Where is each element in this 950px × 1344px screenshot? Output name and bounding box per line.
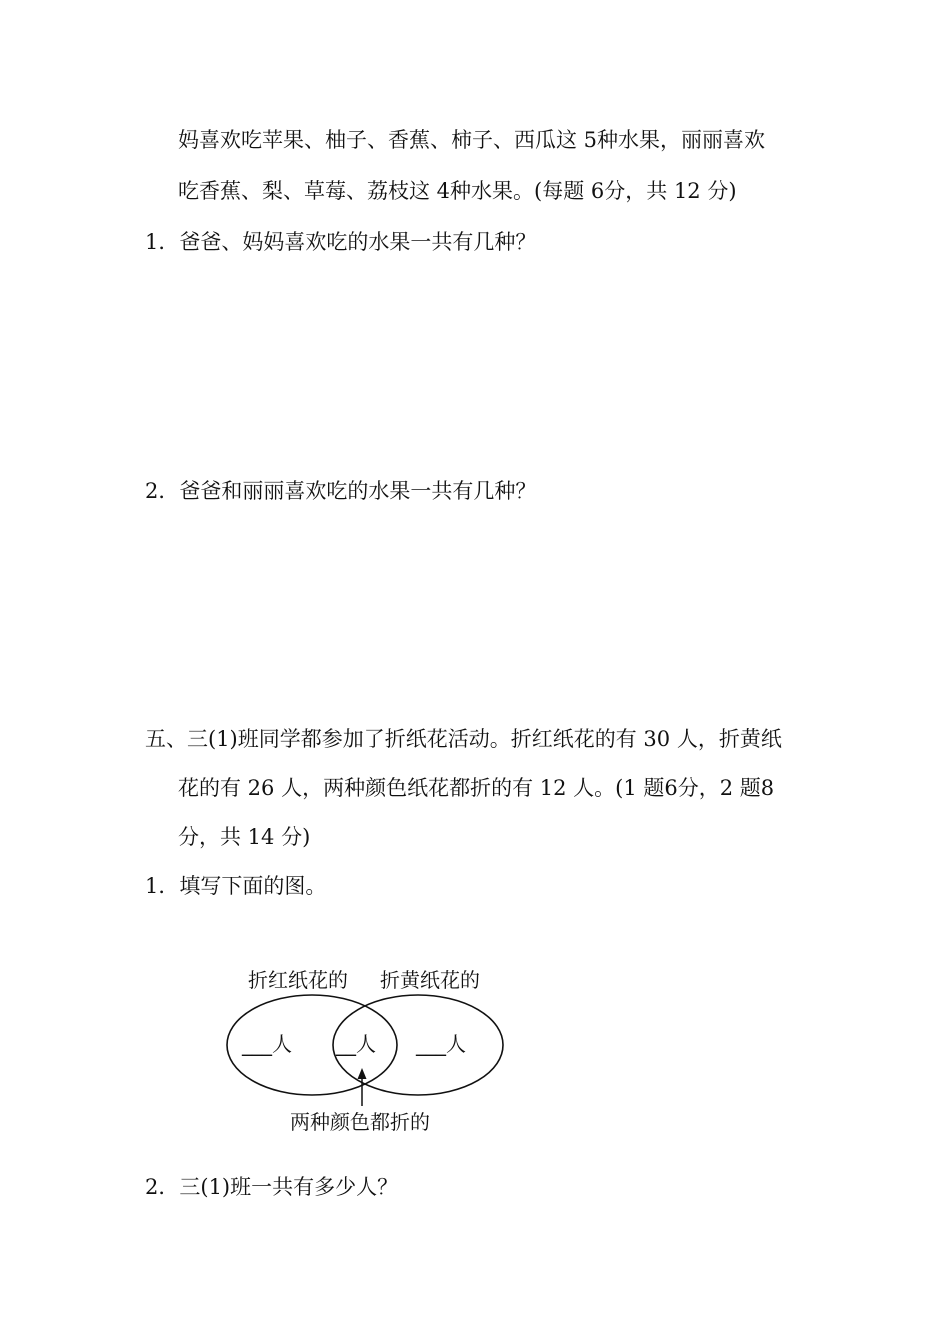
section4-intro-line2: 吃香蕉、梨、草莓、荔枝这 4种水果。(每题 6分，共 12 分) bbox=[178, 179, 737, 203]
question-number: 2． bbox=[145, 479, 180, 503]
section5-title-line1: 五、三(1)班同学都参加了折纸花活动。折红纸花的有 30 人，折黄纸 bbox=[145, 727, 782, 751]
question-text: 爸爸、妈妈喜欢吃的水果一共有几种？ bbox=[179, 230, 537, 254]
question-number: 1． bbox=[145, 874, 180, 898]
section4-intro-line1: 妈喜欢吃苹果、柚子、香蕉、柿子、西瓜这 5种水果，丽丽喜欢 bbox=[178, 128, 766, 152]
venn-left-label: 折红纸花的 bbox=[248, 968, 348, 992]
question-text: 爸爸和丽丽喜欢吃的水果一共有几种？ bbox=[179, 479, 537, 503]
venn-diagram bbox=[220, 958, 520, 1138]
section5-question-2 bbox=[145, 1173, 398, 1201]
section5-title-line3: 分，共 14 分) bbox=[178, 825, 311, 849]
pointer-arrow-head bbox=[358, 1068, 367, 1079]
question-number: 1． bbox=[145, 230, 180, 254]
section5-question-1 bbox=[145, 872, 326, 900]
venn-left-blank[interactable]: ___人 bbox=[242, 1032, 292, 1056]
question-number: 2． bbox=[145, 1175, 180, 1199]
section5-title-line2: 花的有 26 人，两种颜色纸花都折的有 12 人。(1 题6分，2 题8 bbox=[178, 776, 775, 800]
question-text: 三(1)班一共有多少人？ bbox=[179, 1175, 399, 1199]
venn-right-label: 折黄纸花的 bbox=[380, 968, 480, 992]
venn-right-blank[interactable]: ___人 bbox=[416, 1032, 466, 1056]
venn-middle-blank[interactable]: __人 bbox=[336, 1032, 376, 1056]
section4-question-2 bbox=[145, 477, 536, 505]
section4-question-1 bbox=[145, 228, 536, 256]
venn-bottom-label: 两种颜色都折的 bbox=[290, 1110, 430, 1134]
question-text: 填写下面的图。 bbox=[179, 874, 327, 898]
